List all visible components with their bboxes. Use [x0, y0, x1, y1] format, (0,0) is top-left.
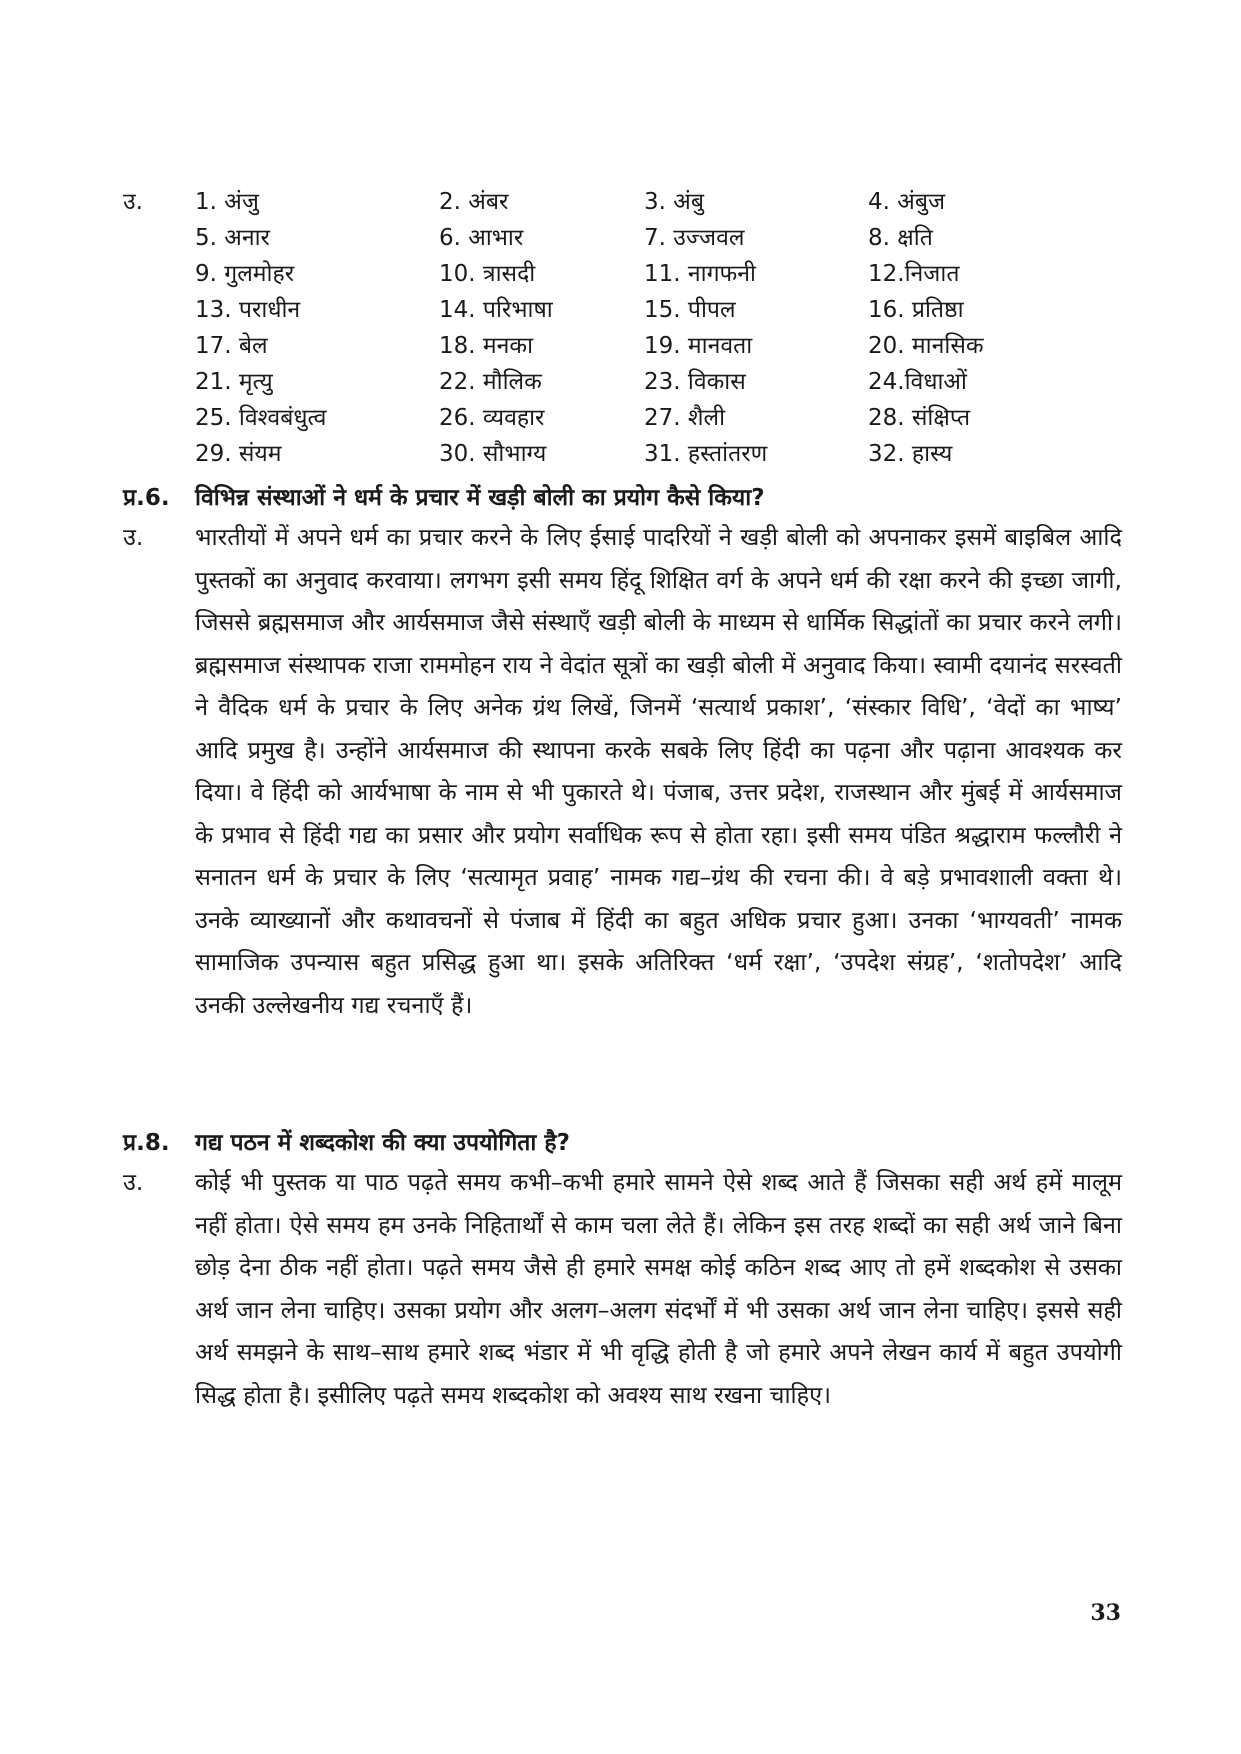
page-number: 33: [1090, 1600, 1121, 1626]
word-item: 11. नागफनी: [644, 261, 757, 287]
question-text: विभिन्न संस्थाओं ने धर्म के प्रचार में खड़ी बोली का प्रयोग कैसे किया?: [195, 485, 765, 511]
question-text: गद्य पठन में शब्दकोश की क्या उपयोगिता है?: [195, 1130, 570, 1156]
word-item: 31. हस्तांतरण: [644, 441, 768, 467]
word-item: 18. मनका: [439, 333, 534, 359]
word-item: 16. प्रतिष्ठा: [868, 297, 964, 323]
word-item: 29. संयम: [195, 441, 282, 467]
answer-marker: उ.: [123, 523, 144, 551]
question-6: [123, 476, 1123, 516]
word-item: 20. मानसिक: [868, 333, 984, 359]
word-item: 4. अंबुज: [868, 189, 946, 215]
word-item: 17. बेल: [195, 333, 268, 359]
answer-8: [123, 1161, 1123, 1416]
word-item: 6. आभार: [439, 225, 524, 251]
word-item: 21. मृत्यु: [195, 369, 273, 395]
word-item: 5. अनार: [195, 225, 270, 251]
question-number: प्र.6.: [123, 485, 170, 511]
word-grid: [195, 184, 1068, 472]
word-item: 30. सौभाग्य: [439, 441, 547, 467]
word-item: 26. व्यवहार: [439, 405, 545, 431]
answer-marker: उ.: [123, 1168, 144, 1196]
question-number: प्र.8.: [123, 1130, 170, 1156]
word-item: 13. पराधीन: [195, 297, 301, 323]
answer-6: [123, 516, 1123, 1026]
word-item: 2. अंबर: [439, 189, 509, 215]
word-item: 12.निजात: [868, 261, 960, 287]
word-item: 25. विश्वबंधुत्व: [195, 405, 327, 431]
answer-text: कोई भी पुस्तक या पाठ पढ़ते समय कभी–कभी हमारे सामने ऐसे शब्द आते हैं जिसका सही अर्थ हमें मालूम नहीं होता। ऐसे समय हम उनके निहितार्थों से काम चला लेते हैं। लेकिन इस तरह शब्दों का सही अर्थ जाने बिना छोड़ देना ठीक नहीं होता। पढ़ते समय जैसे ही हमारे समक्ष कोई कठिन शब्द आए तो हमें शब्दकोश से उसका अर्थ जान लेना चाहिए। उसका प्रयोग और अलग–अलग संदर्भों में भी उसका अर्थ जान लेना चाहिए। इससे सही अर्थ समझने के साथ–साथ हमारे शब्द भंडार में भी वृद्धि होती है जो हमारे अपने लेखन कार्य में बहुत उपयोगी सिद्ध होता है। इसीलिए पढ़ते समय शब्दकोश को अवश्य साथ रखना चाहिए।: [195, 1168, 1122, 1409]
word-item: 9. गुलमोहर: [195, 261, 295, 287]
word-item: 3. अंबु: [644, 189, 704, 215]
word-item: 23. विकास: [644, 369, 746, 395]
word-item: 8. क्षति: [868, 225, 933, 251]
word-item: 7. उज्जवल: [644, 225, 745, 251]
word-item: 1. अंजु: [195, 189, 259, 215]
word-item: 22. मौलिक: [439, 369, 542, 395]
word-item: 32. हास्य: [868, 441, 953, 467]
word-item: 15. पीपल: [644, 297, 736, 323]
question-8-block: [123, 1121, 1123, 1416]
word-item: 24.विधाओं: [868, 369, 967, 395]
word-item: 28. संक्षिप्त: [868, 405, 971, 431]
question-6-block: [123, 476, 1123, 1026]
word-item: 27. शैली: [644, 405, 726, 431]
answer-text: भारतीयों में अपने धर्म का प्रचार करने के लिए ईसाई पादरियों ने खड़ी बोली को अपनाकर इसमें बाइबिल आदि पुस्तकों का अनुवाद करवाया। लगभग इसी समय हिंदू शिक्षित वर्ग के अपने धर्म की रक्षा करने की इच्छा जागी, जिससे ब्रह्मसमाज और आर्यसमाज जैसे संस्थाएँ खड़ी बोली के माध्यम से धार्मिक सिद्धांतों का प्रचार करने लगी। ब्रह्मसमाज संस्थापक राजा राममोहन राय ने वेदांत सूत्रों का खड़ी बोली में अनुवाद किया। स्वामी दयानंद सरस्वती ने वैदिक धर्म के प्रचार के लिए अनेक ग्रंथ लिखें, जिनमें ‘सत्यार्थ प्रकाश’, ‘संस्कार विधि’, ‘वेदों का भाष्य’ आदि प्रमुख है। उन्होंने आर्यसमाज की स्थापना करके सबके लिए हिंदी का पढ़ना और पढ़ाना आवश्यक कर दिया। वे हिंदी को आर्यभाषा के नाम से भी पुकारते थे। पंजाब, उत्तर प्रदेश, राजस्थान और मुंबई में आर्यसमाज के प्रभाव से हिंदी गद्य का प्रसार और प्रयोग सर्वाधिक रूप से होता रहा। इसी समय पंडित श्रद्धाराम फल्लौरी ने सनातन धर्म के प्रचार के लिए ‘सत्यामृत प्रवाह’ नामक गद्य–ग्रंथ की रचना की। वे बड़े प्रभावशाली वक्ता थे। उनके व्याख्यानों और कथावचनों से पंजाब में हिंदी का बहुत अधिक प्रचार हुआ। उनका ‘भाग्यवती’ नामक सामाजिक उपन्यास बहुत प्रसिद्ध हुआ था। इसके अतिरिक्त ‘धर्म रक्षा’, ‘उपदेश संग्रह’, ‘शतोपदेश’ आदि उनकी उल्लेखनीय गद्य रचनाएँ हैं।: [195, 523, 1122, 1019]
word-item: 10. त्रासदी: [439, 261, 536, 287]
word-item: 19. मानवता: [644, 333, 753, 359]
answer-marker: उ.: [123, 189, 143, 215]
word-item: 14. परिभाषा: [439, 297, 553, 323]
question-8: [123, 1121, 1123, 1161]
